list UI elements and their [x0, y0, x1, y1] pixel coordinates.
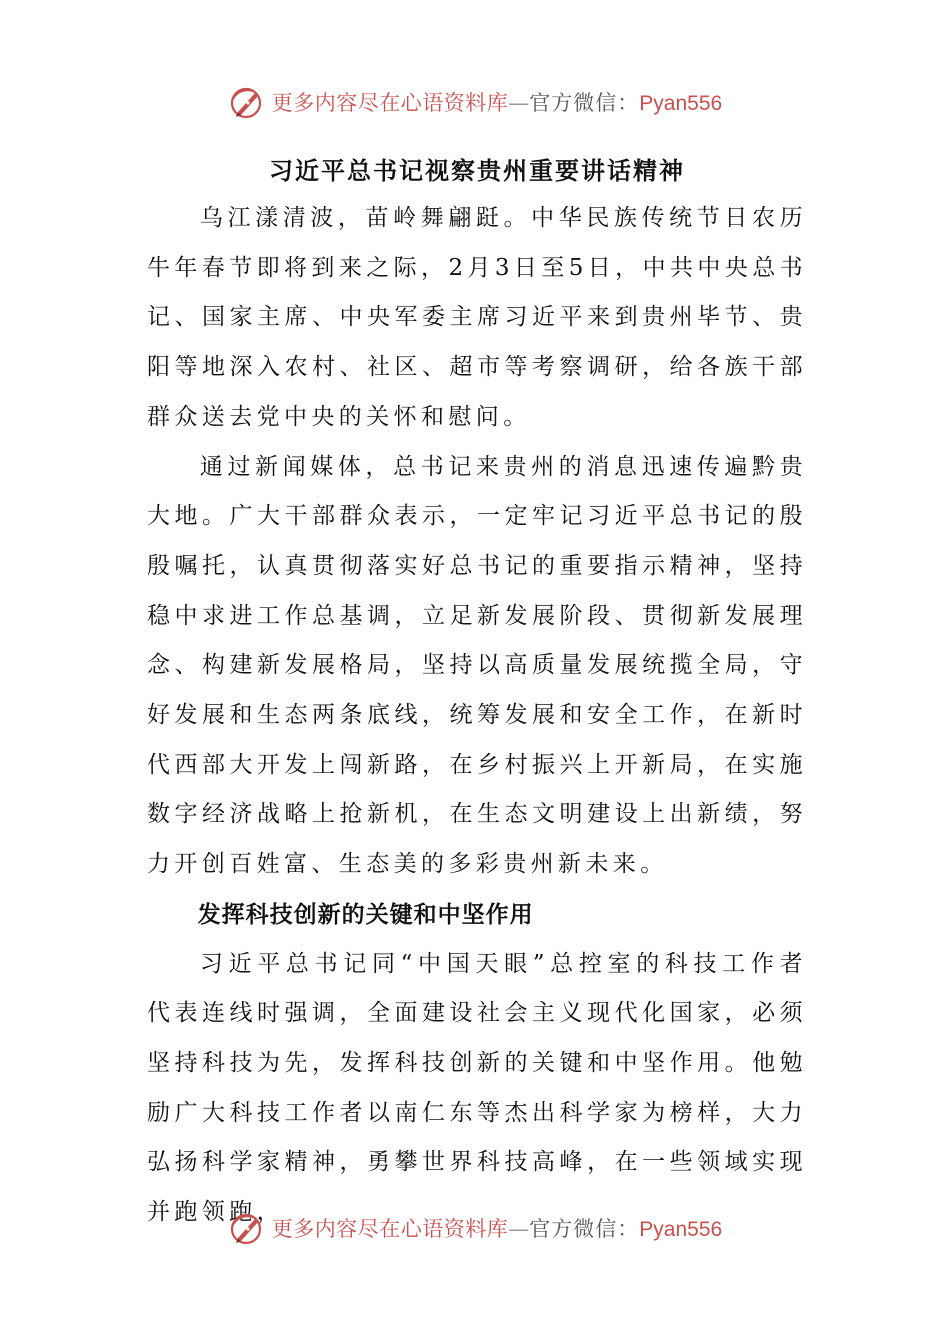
- watermark-header: [0, 82, 950, 122]
- document-title: 习近平总书记视察贵州重要讲话精神: [269, 156, 685, 185]
- document-body: [147, 148, 807, 1238]
- watermark-separator: —: [508, 91, 530, 115]
- watermark-main-text: 更多内容尽在心语资料库: [271, 1217, 509, 1241]
- paragraph-response: 通过新闻媒体，总书记来贵州的消息迅速传遍黔贵大地。广大干部群众表示，一定牢记习近平总书记的殷殷嘱托，认真贯彻落实好总书记的重要指示精神，坚持稳中求进工作总基调，立足新发展阶段、贯彻新发展理念、构建新发展格局，坚持以高质量发展统揽全局，守好发展和生态两条底线，统筹发展和安全工作，在新时代西部大开发上闯新路，在乡村振兴上开新局，在实施数字经济战略上抢新机，在生态文明建设上出新绩，努力开创百姓富、生态美的多彩贵州新未来。: [147, 453, 807, 878]
- watermark-wechat-id: Pyan556: [639, 1218, 723, 1241]
- pen-nib-circle-icon: [228, 84, 264, 120]
- watermark-wechat-id: Pyan556: [639, 92, 723, 115]
- watermark-text: [272, 87, 722, 117]
- watermark-text: [272, 1213, 722, 1243]
- watermark-separator: —: [508, 1217, 530, 1241]
- watermark-footer: [0, 1208, 950, 1248]
- watermark-main-text: 更多内容尽在心语资料库: [271, 91, 509, 115]
- watermark-official-label: 官方微信：: [529, 91, 640, 115]
- pen-nib-circle-icon: [228, 1210, 264, 1246]
- paragraph-section: 习近平总书记同“中国天眼”总控室的科技工作者代表连线时强调，全面建设社会主义现代化国家，必须坚持科技为先，发挥科技创新的关键和中坚作用。他勉励广大科技工作者以南仁东等杰出科学家为榜样，大力弘扬科学家精神，勇攀世界科技高峰，在一些领域实现并跑领跑，: [147, 950, 807, 1226]
- watermark-official-label: 官方微信：: [529, 1217, 640, 1241]
- paragraph-intro: 乌江漾清波，苗岭舞翩跹。中华民族传统节日农历牛年春节即将到来之际，2月3日至5日，中共中央总书记、国家主席、中央军委主席习近平来到贵州毕节、贵阳等地深入农村、社区、超市等考察调研，给各族干部群众送去党中央的关怀和慰问。: [147, 205, 807, 430]
- section-heading: 发挥科技创新的关键和中坚作用: [197, 900, 534, 928]
